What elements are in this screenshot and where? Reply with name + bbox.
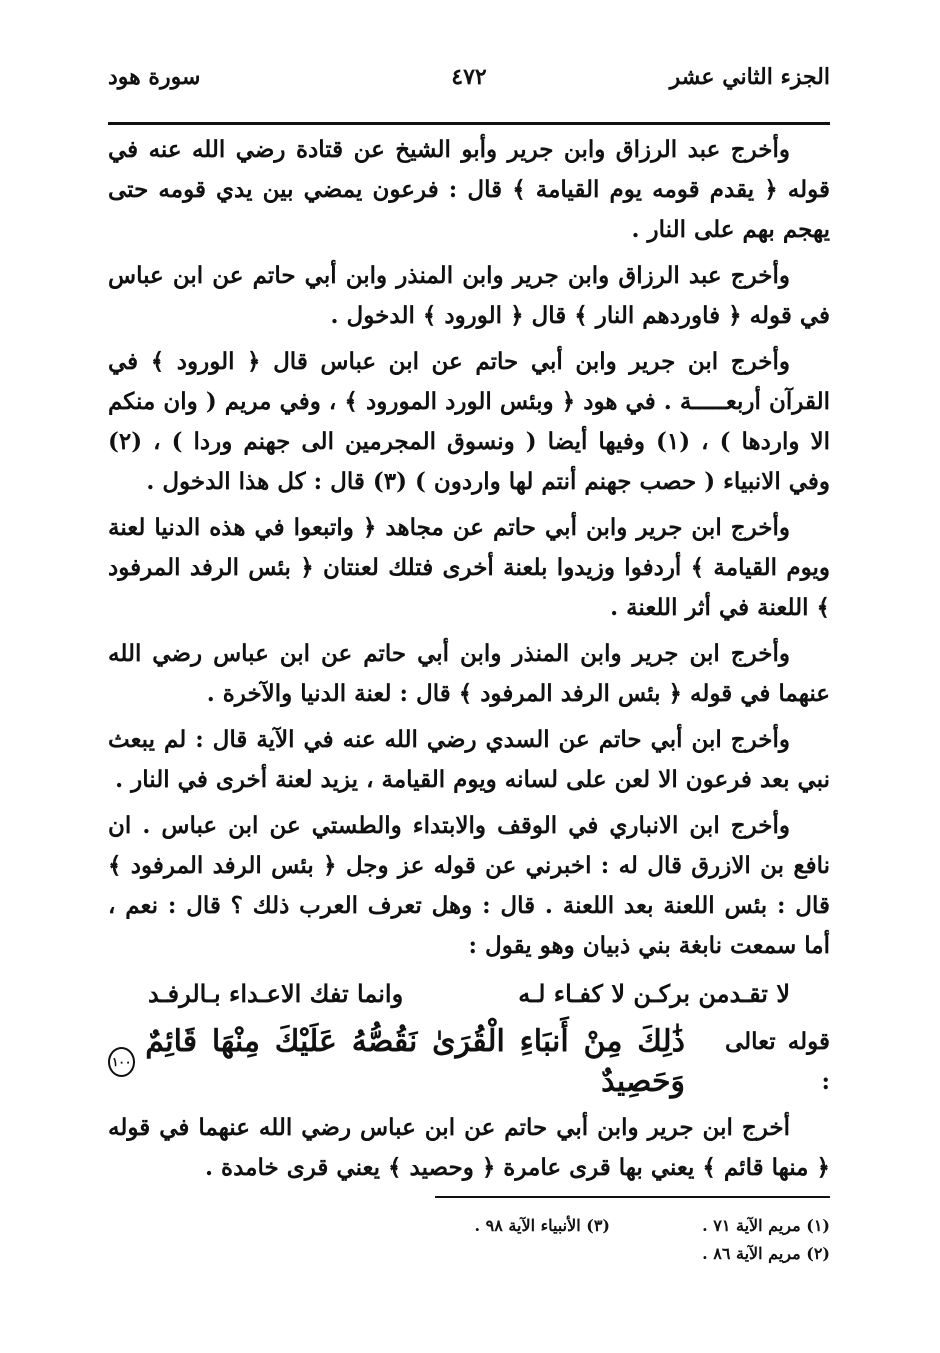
footnote-2: (٢) مريم الآية ٨٦ .	[702, 1244, 830, 1263]
footnote-1: (١) مريم الآية ٧١ .	[702, 1216, 830, 1235]
verse-hemistich-2: وانما تفك الاعـداء بـالرفـد	[148, 979, 404, 1008]
page-number: ٤٧٢	[451, 64, 487, 90]
paragraph-3: وأخرج ابن جرير وابن أبي حاتم عن ابن عباس قال ﴿ الورود ﴾ في القرآن أربعـــــة . في هود ﴿ وبئس الورد المورود ﴾ ، وفي مريم ( وان منكم الا واردها ) ، (١) وفيها أيضا ( ونسوق المجرمين الى جهنم وردا ) ، (٢) وفي الانبياء ( حصب جهنم أنتم لها واردون ) (٣) قال : كل هذا الدخول .	[108, 348, 830, 495]
poetry-verse	[148, 972, 790, 1016]
paragraph-4: وأخرج ابن جرير وابن أبي حاتم عن مجاهد ﴿ واتبعوا في هذه الدنيا لعنة ويوم القيامة ﴾ أردفوا وزيدوا بلعنة أخرى فتلك لعنتان ﴿ بئس الرفد المرفود ﴾ اللعنة في أثر اللعنة .	[108, 514, 830, 621]
ayah-number-marker: ١٠٠	[108, 1047, 135, 1077]
quran-verse-line	[108, 1022, 830, 1102]
main-text	[108, 130, 830, 1194]
footnote-divider	[435, 1196, 830, 1198]
paragraph-final: أخرج ابن جرير وابن أبي حاتم عن ابن عباس رضي الله عنهما في قوله ﴿ منها قائم ﴾ يعني بها قرى عامرة ﴿ وحصيد ﴾ يعني قرى خامدة .	[108, 1114, 830, 1181]
paragraph-7: وأخرج ابن الانباري في الوقف والابتداء والطستي عن ابن عباس . ان نافع بن الازرق قال له : اخبرني عن قوله عز وجل ﴿ بئس الرفد المرفود ﴾ قال : بئس اللعنة بعد اللعنة . قال : وهل تعرف العرب ذلك ؟ قال : نعم ، أما سمعت نابغة بني ذبيان وهو يقول :	[108, 812, 830, 959]
paragraph-1: وأخرج عبد الرزاق وابن جرير وأبو الشيخ عن قتادة رضي الله عنه في قوله ﴿ يقدم قومه يوم القيامة ﴾ قال : فرعون يمضي بين يدي قومه حتى يهجم بهم على النار .	[108, 136, 830, 243]
paragraph-6: وأخرج ابن أبي حاتم عن السدي رضي الله عنه في الآية قال : لم يبعث نبي بعد فرعون الا لعن على لسانه ويوم القيامة ، يزيد لعنة أخرى في النار .	[108, 726, 830, 793]
page-header	[108, 52, 830, 102]
footnote-3: (٣) الأنبياء الآية ٩٨ .	[474, 1216, 610, 1235]
header-divider	[108, 122, 830, 125]
volume-label: الجزء الثاني عشر	[669, 64, 830, 90]
footnote-row-2	[380, 1240, 830, 1268]
quran-text: ذَٰلِكَ مِنْ أَنبَاءِ الْقُرَىٰ نَقُصُّهُ عَلَيْكَ مِنْهَا قَائِمٌ وَحَصِيدٌ	[145, 1024, 685, 1099]
quran-intro: قوله تعالى :	[724, 1028, 830, 1095]
paragraph-2: وأخرج عبد الرزاق وابن جرير وابن المنذر وابن أبي حاتم عن ابن عباس في قوله ﴿ فاوردهم النار ﴾ قال ﴿ الورود ﴾ الدخول .	[108, 262, 830, 329]
surah-label: سورة هود	[108, 64, 201, 90]
footnotes	[380, 1212, 830, 1268]
paragraph-5: وأخرج ابن جرير وابن المنذر وابن أبي حاتم عن ابن عباس رضي الله عنهما في قوله ﴿ بئس الرفد المرفود ﴾ قال : لعنة الدنيا والآخرة .	[108, 640, 830, 707]
footnote-row-1	[380, 1212, 830, 1240]
verse-hemistich-1: لا تقـدمن بركـن لا كفـاء لـه	[518, 979, 790, 1008]
